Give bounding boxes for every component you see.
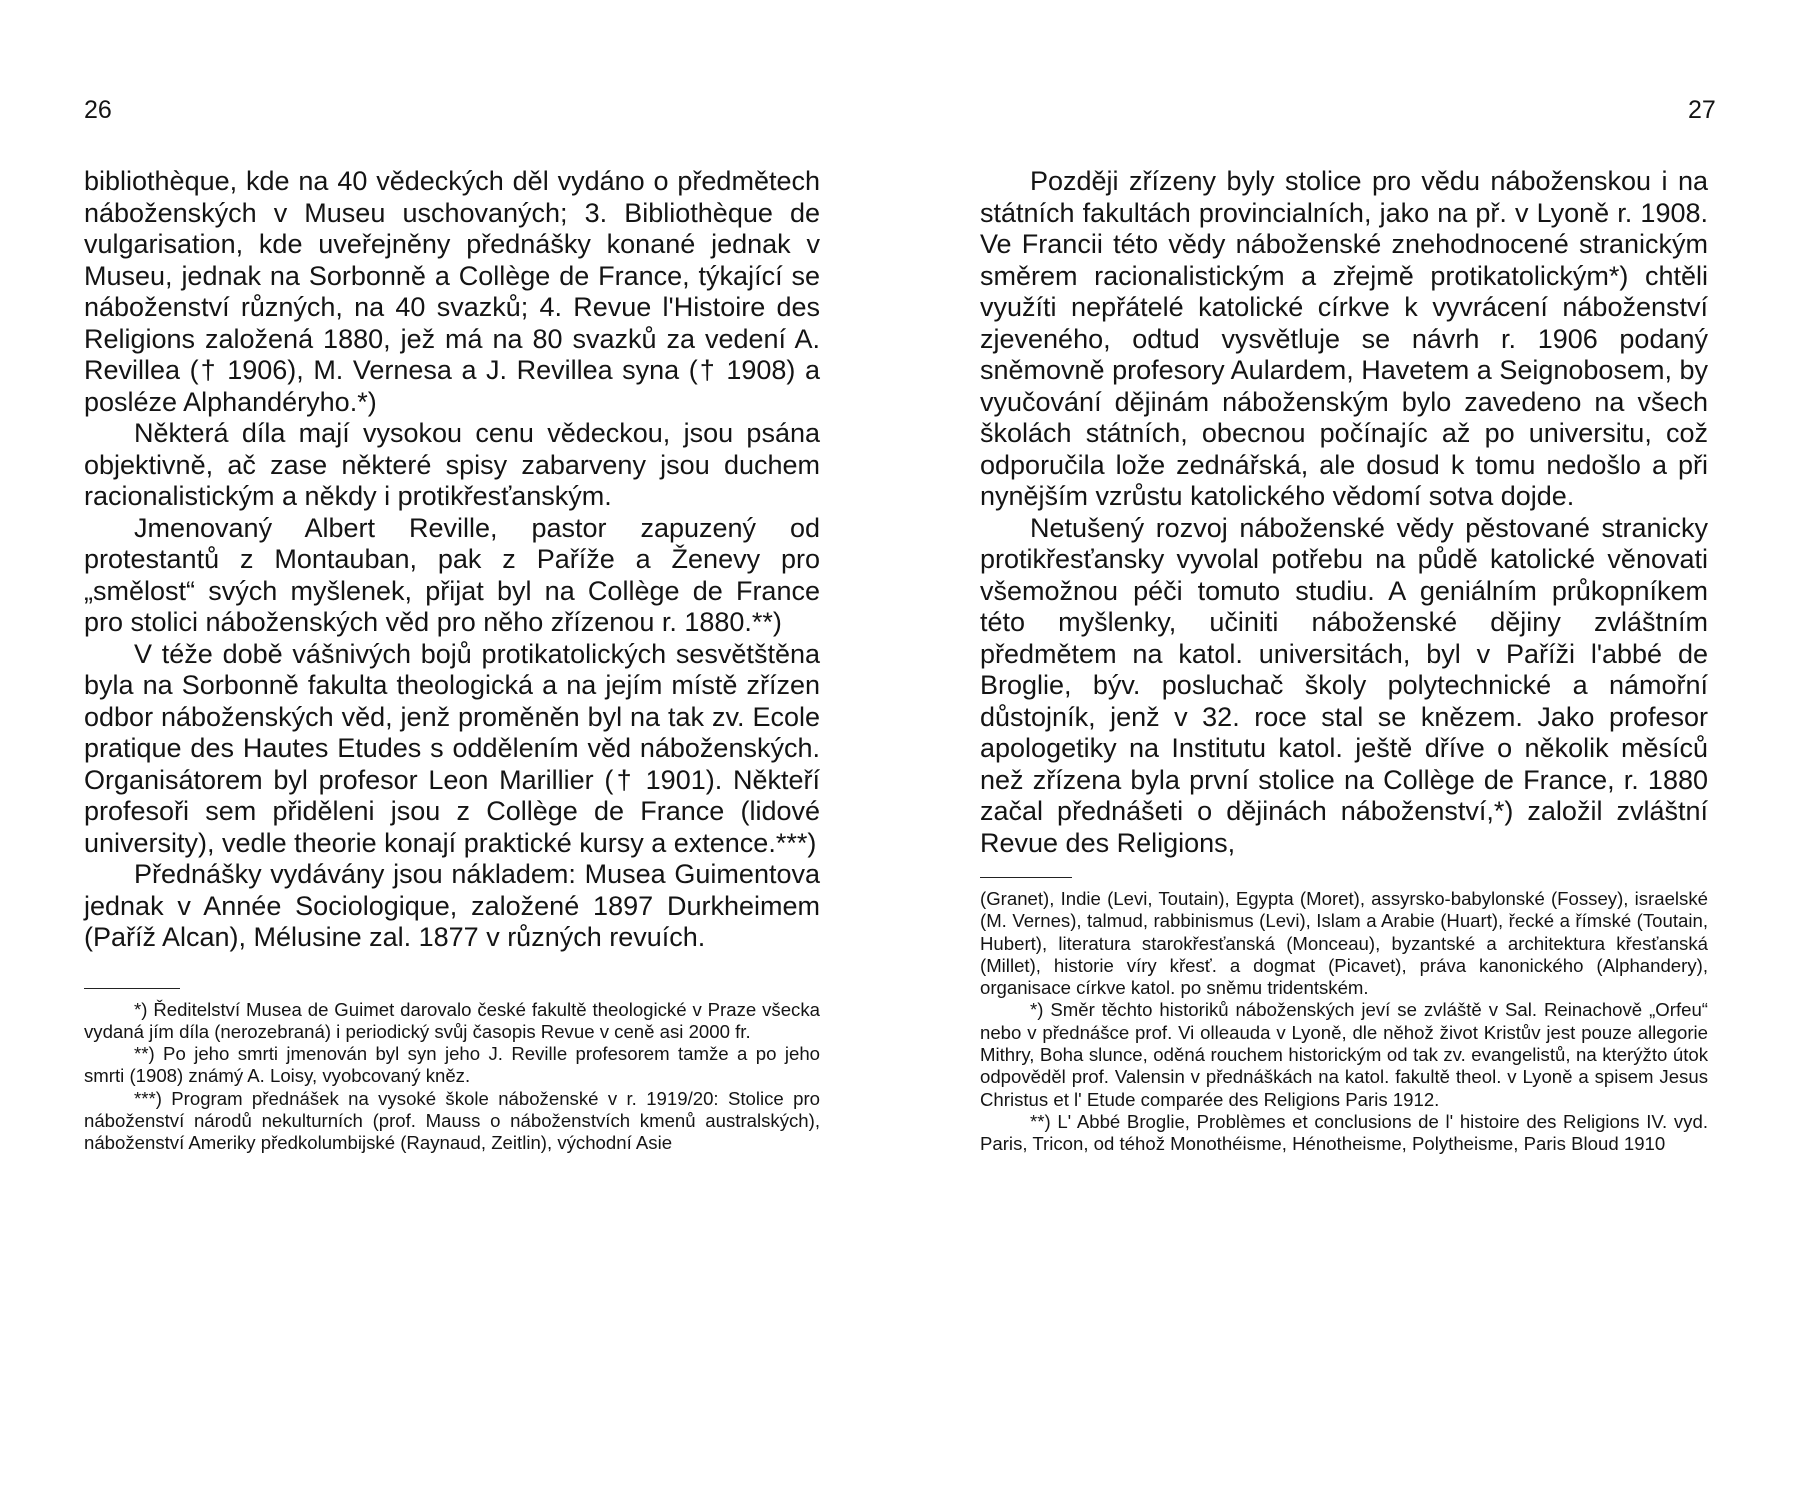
paragraph: V téže době vášnivých bojů protikatolických sesvětštěna byla na Sorbonně fakulta theologická a na jejím místě zřízen odbor náboženských věd, jenž proměněn byl na tak zv. Ecole pratique des Hautes Etudes s oddělením věd náboženských. Organisátorem byl profesor Leon Marillier († 1901). Někteří profesoři sem přiděleni jsou z Collège de France (lidové university), vedle theorie konají praktické kursy a extence.***) xyxy=(84,638,820,858)
left-page-body xyxy=(84,166,820,954)
footnote-divider xyxy=(84,988,180,989)
left-page-column xyxy=(84,166,820,1155)
paragraph: bibliothèque, kde na 40 vědeckých děl vydáno o předmětech náboženských v Museu uschovaných; 3. Bibliothèque de vulgarisation, kde uveřejněny přednášky konané jednak v Museu, jednak na Sorbonně a Collège de France, týkající se náboženství různých, na 40 svazků; 4. Revue l'Histoire des Religions založená 1880, jež má na 80 svazků za vedení A. Revillea († 1906), M. Vernesa a J. Revillea syna († 1908) a posléze Alphandéryho.*) xyxy=(84,166,820,417)
right-page-footnotes xyxy=(980,888,1708,1156)
footnote: (Granet), Indie (Levi, Toutain), Egypta (Moret), assyrsko-babylonské (Fossey), israelské (M. Vernes), talmud, rabbinismus (Levi), Islam a Arabie (Huart), řecké a římské (Toutain, Hubert), literatura starokřesťanská (Monceau), byzantské a architektura křesťanská (Millet), historie víry křesť. a dogmat (Picavet), práva kanonického (Alphandery), organisace církve katol. po sněmu tridentském. xyxy=(980,888,1708,999)
footnote-divider xyxy=(980,877,1072,878)
paragraph: Jmenovaný Albert Reville, pastor zapuzený od protestantů z Montauban, pak z Paříže a Ženevy pro „smělost“ svých myšlenek, přijat byl na Collège de France pro stolici náboženských věd pro něho zřízenou r. 1880.**) xyxy=(84,512,820,637)
footnote: ***) Program přednášek na vysoké škole náboženské v r. 1919/20: Stolice pro náboženství národů nekulturních (prof. Mauss o náboženstvích kmenů australských), náboženství Ameriky předkolumbijské (Raynaud, Zeitlin), východní Asie xyxy=(84,1087,820,1154)
paragraph: Přednášky vydávány jsou nákladem: Musea Guimentova jednak v Année Sociologique, založené 1897 Durkheimem (Paříž Alcan), Mélusine zal. 1877 v různých revuích. xyxy=(84,859,820,952)
right-page-body xyxy=(980,166,1708,859)
page-number-left: 26 xyxy=(84,96,112,124)
left-page-footnotes xyxy=(84,999,820,1155)
footnote: *) Ředitelství Musea de Guimet darovalo české fakultě theologické v Praze všecka vydaná jím díla (nerozebraná) i periodický svůj časopis Revue v ceně asi 2000 fr. xyxy=(84,998,820,1042)
right-page-column xyxy=(980,166,1708,1156)
paragraph: Později zřízeny byly stolice pro vědu náboženskou i na státních fakultách provincialních, jako na př. v Lyoně r. 1908. Ve Francii této vědy náboženské znehodnocené stranickým směrem racionalistickým a zřejmě protikatolickým*) chtěli využíti nepřátelé katolické církve k vyvrácení náboženství zjeveného, odtud vysvětluje se návrh r. 1906 podaný sněmovně profesory Aulardem, Havetem a Seignobosem, by vyučování dějinám náboženským bylo zavedeno na všech školách státních, obecnou počínajíc až po universitu, což odporučila lože zednářská, ale dosud k tomu nedošlo a při nynějším vzrůstu katolického vědomí sotva dojde. xyxy=(980,166,1708,511)
paragraph: Netušený rozvoj náboženské vědy pěstované stranicky protikřesťansky vyvolal potřebu na půdě katolické věnovati všemožnou péči tomuto studiu. A geniálním průkopníkem této myšlenky, učiniti náboženské dějiny zvláštním předmětem na katol. universitách, byl v Paříži l'abbé de Broglie, býv. posluchač školy polytechnické a námořní důstojník, jenž v 32. roce stal se knězem. Jako profesor apologetiky na Institutu katol. ještě dříve o několik měsíců než zřízena byla první stolice na Collège de France, r. 1880 začal přednášeti o dějinách náboženství,*) založil zvláštní Revue des Religions, xyxy=(980,512,1708,858)
footnote: **) Po jeho smrti jmenován byl syn jeho J. Reville profesorem tamže a po jeho smrti (1908) známý A. Loisy, vyobcovaný kněz. xyxy=(84,1043,820,1087)
footnote: **) L' Abbé Broglie, Problèmes et conclusions de l' histoire des Religions IV. vyd. Paris, Tricon, od téhož Monothéisme, Hénotheisme, Polytheisme, Paris Bloud 1910 xyxy=(980,1110,1708,1155)
footnote: *) Směr těchto historiků náboženských jeví se zvláště v Sal. Reinachově „Orfeu“ nebo v přednášce prof. Vi olleauda v Lyoně, dle něhož život Kristův jest pouze allegorie Mithry, Boha slunce, oděná rouchem historickým od tak zv. evangelistů, na kterýžto útok odpověděl prof. Valensin v přednáškách na katol. fakultě theol. v Lyoně a spisem Jesus Christus et l' Etude comparée des Religions Paris 1912. xyxy=(980,999,1708,1110)
paragraph: Některá díla mají vysokou cenu vědeckou, jsou psána objektivně, ač zase některé spisy zabarveny jsou duchem racionalistickým a někdy i protikřesťanským. xyxy=(84,418,820,511)
page-number-right: 27 xyxy=(1688,96,1716,124)
